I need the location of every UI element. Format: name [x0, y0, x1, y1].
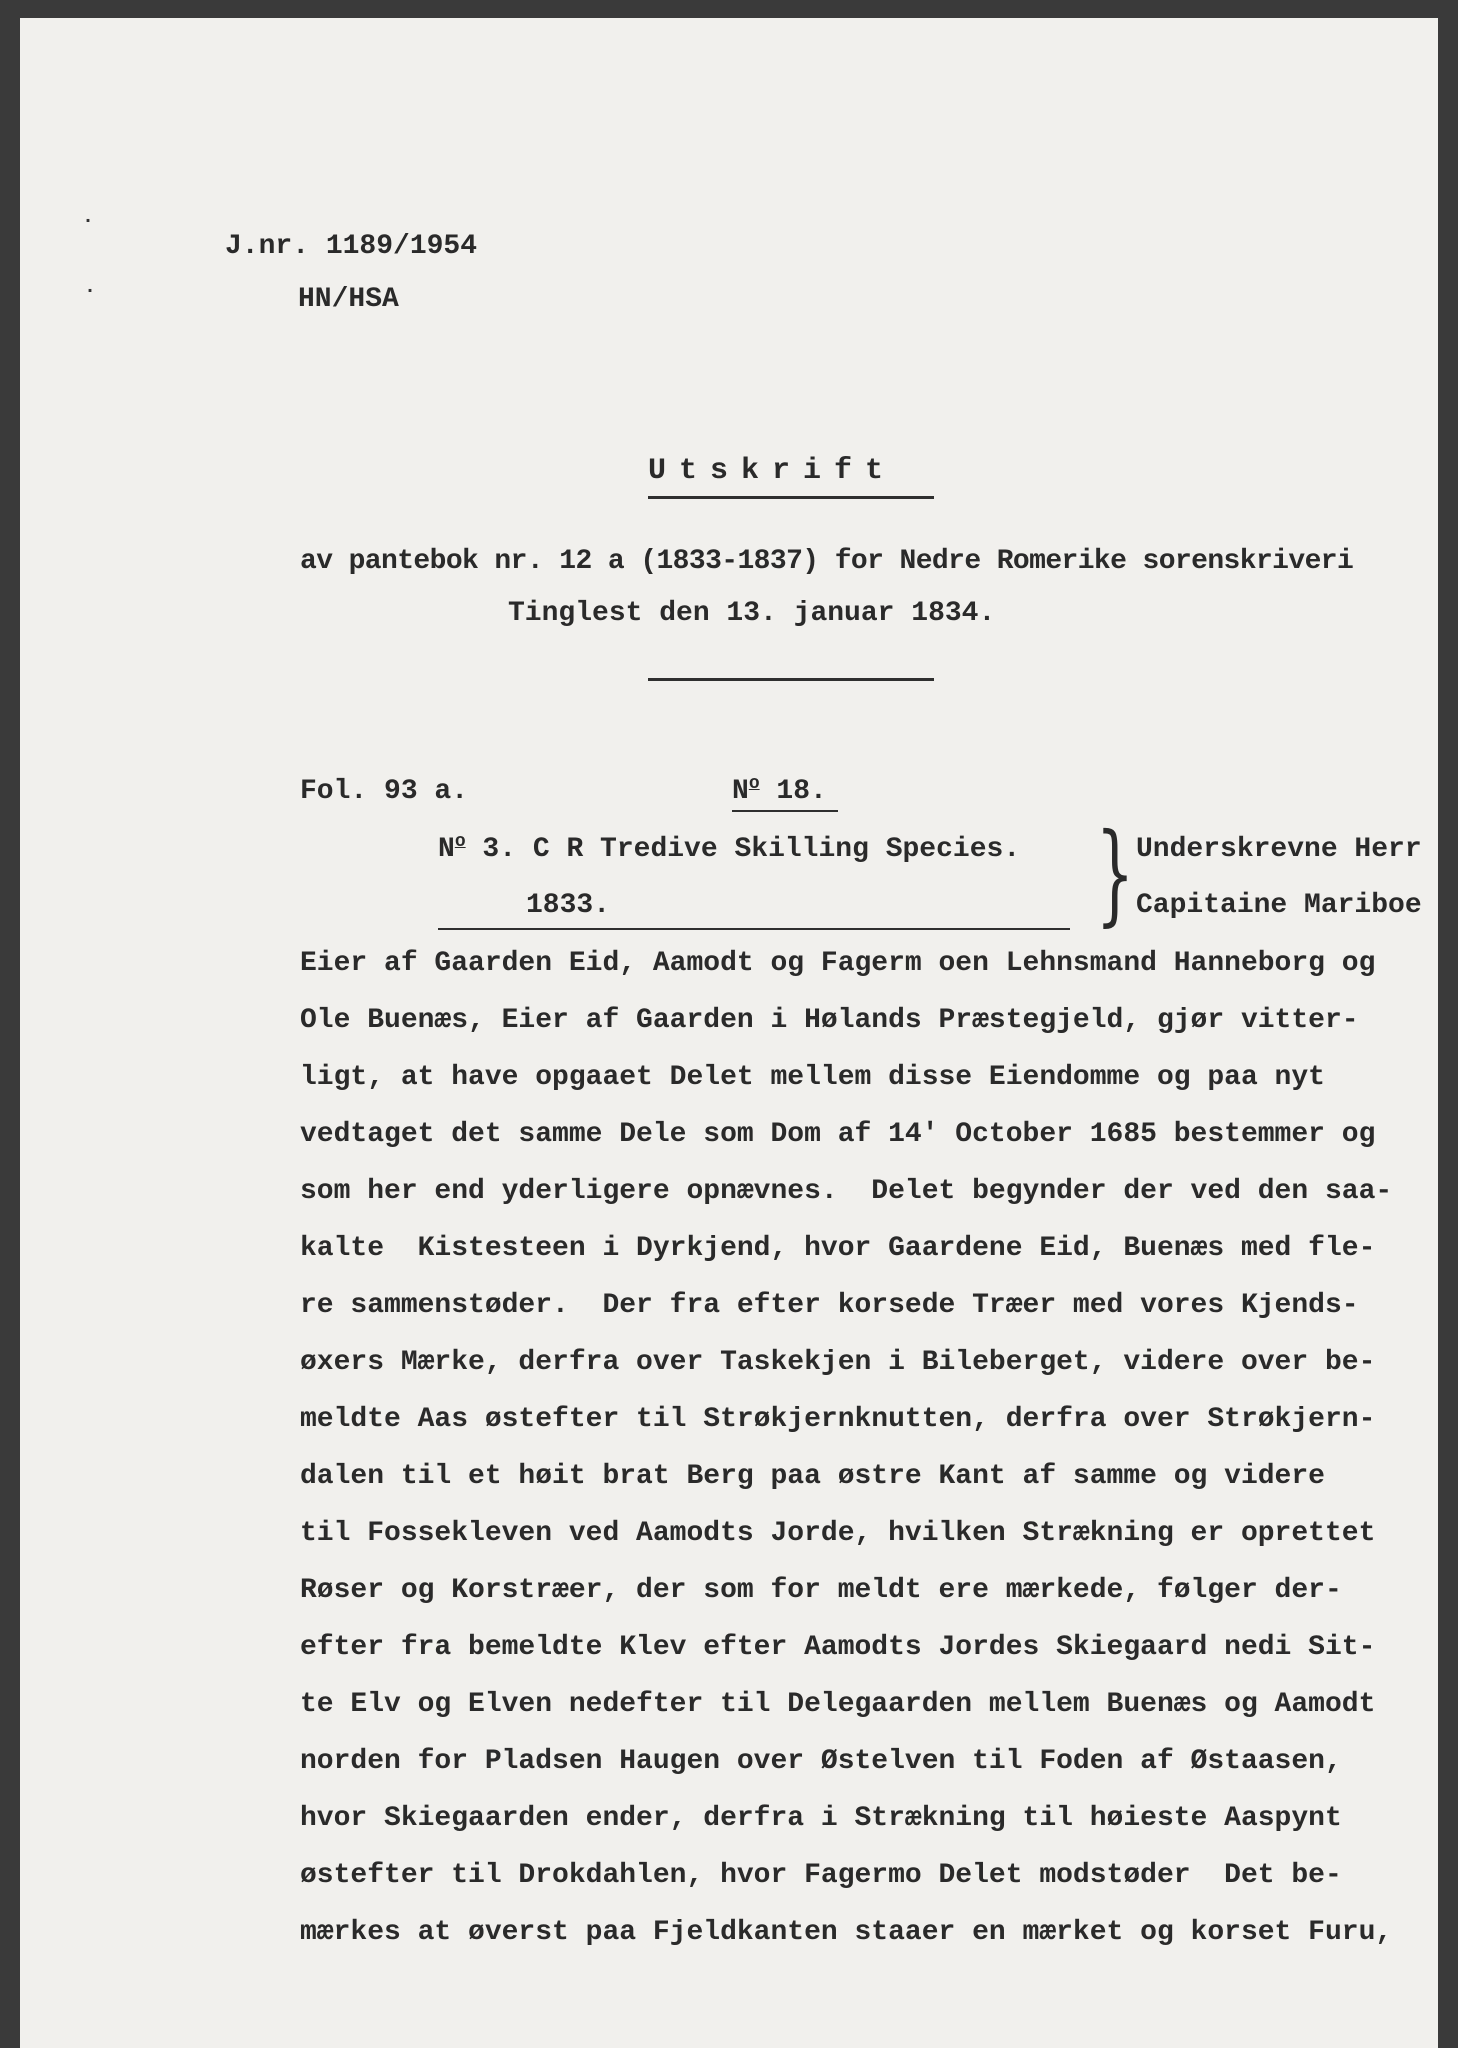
body-line: øxers Mærke, derfra over Taskekjen i Bileberget, videre over be-: [300, 1347, 1376, 1378]
stamp-text: 3. C R Tredive Skilling Species.: [465, 834, 1021, 865]
entry-number-prefix: N: [732, 776, 749, 807]
margin-speck-bottom: ·: [84, 280, 97, 303]
folio: Fol. 93 a.: [300, 776, 469, 807]
stamp-prefix: N: [438, 834, 455, 865]
body-line: Røser og Korstræer, der som for meldt ere mærkede, følger der-: [300, 1575, 1342, 1606]
document-page: [20, 18, 1438, 2048]
margin-speck-top: ·: [82, 210, 95, 233]
entry-number-sup: o: [748, 774, 760, 794]
initials: HN/HSA: [298, 284, 399, 315]
body-line: dalen til et høit brat Berg paa østre Kant af samme og videre: [300, 1461, 1325, 1492]
stamp-underline: [438, 928, 1070, 930]
body-line: mærkes at øverst paa Fjeldkanten staaer en mærket og korset Furu,: [300, 1917, 1393, 1948]
body-line: efter fra bemeldte Klev efter Aamodts Jordes Skiegaard nedi Sit-: [300, 1632, 1376, 1663]
body-line: meldte Aas østefter til Strøkjernknutten, derfra over Strøkjern-: [300, 1404, 1376, 1435]
entry-number: [732, 774, 827, 807]
stamp-sup: o: [454, 832, 466, 852]
stamp-year: 1833.: [526, 890, 611, 921]
body-line: norden for Pladsen Haugen over Østelven til Foden af Østaasen,: [300, 1746, 1342, 1777]
body-line: østefter til Drokdahlen, hvor Fagermo Delet modstøder Det be-: [300, 1860, 1342, 1891]
body-line: som her end yderligere opnævnes. Delet begynder der ved den saa-: [300, 1176, 1393, 1207]
body-line: re sammenstøder. Der fra efter korsede Træer med vores Kjends-: [300, 1290, 1359, 1321]
stamp-line: [438, 832, 1021, 865]
subtitle-line-1: av pantebok nr. 12 a (1833-1837) for Nedre Romerike sorenskriveri: [300, 546, 1354, 577]
journal-number: J.nr. 1189/1954: [225, 231, 478, 262]
body-line: te Elv og Elven nedefter til Delegaarden mellem Buenæs og Aamodt: [300, 1689, 1376, 1720]
margin-note-line-1: Underskrevne Herr: [1136, 834, 1422, 865]
body-line: ligt, at have opgaaet Delet mellem disse Eiendomme og paa nyt: [300, 1062, 1325, 1093]
body-line: Ole Buenæs, Eier af Gaarden i Hølands Præstegjeld, gjør vitter-: [300, 1005, 1359, 1036]
body-line: kalte Kistesteen i Dyrkjend, hvor Gaardene Eid, Buenæs med fle-: [300, 1233, 1376, 1264]
body-line: vedtaget det samme Dele som Dom af 14' October 1685 bestemmer og: [300, 1119, 1376, 1150]
body-line: hvor Skiegaarden ender, derfra i Strækning til høieste Aaspynt: [300, 1803, 1342, 1834]
entry-number-underline: [732, 810, 838, 812]
margin-note-line-2: Capitaine Mariboe: [1136, 890, 1422, 921]
entry-number-value: 18.: [759, 776, 827, 807]
brace-symbol: }: [1095, 809, 1135, 937]
subtitle-line-2: Tinglest den 13. januar 1834.: [508, 598, 996, 629]
body-line: til Fossekleven ved Aamodts Jorde, hvilken Strækning er oprettet: [300, 1518, 1376, 1549]
section-separator: [648, 678, 934, 681]
title-underline: [648, 496, 934, 499]
body-line: Eier af Gaarden Eid, Aamodt og Fagerm oen Lehnsmand Hanneborg og: [300, 948, 1376, 979]
document-title: Utskrift: [648, 454, 897, 488]
